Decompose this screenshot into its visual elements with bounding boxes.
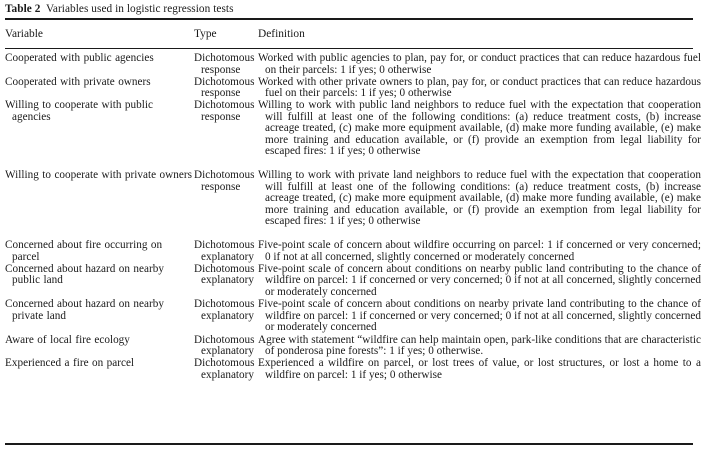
table-row bbox=[0, 264, 705, 300]
cell-definition: Willing to work with private land neighbors to reduce fuel with the expectation that cooperation will fulfill at least one of the following conditions: (a) reduce treatment costs, (b) increase acreage treated, (c) make more equipment available, (d) make more funding available, (e) make more training and education available, or (f) provide an exemption from legal liability for escaped fires: 1 if yes; 0 otherwise bbox=[258, 169, 701, 228]
cell-definition: Five-point scale of concern about wildfire occurring on parcel: 1 if concerned or very concerned; 0 if not at all concerned, slightly concerned or moderately concerned bbox=[258, 239, 701, 263]
table-rule-bottom bbox=[5, 443, 693, 445]
table-rule-top bbox=[5, 18, 693, 20]
cell-type: Dichotomous response bbox=[194, 99, 255, 123]
cell-variable: Concerned about hazard on nearby private land bbox=[5, 298, 164, 322]
cell-variable: Concerned about hazard on nearby public land bbox=[5, 262, 164, 287]
table-row bbox=[0, 358, 705, 382]
cell-variable: Cooperated with private owners bbox=[5, 75, 151, 88]
cell-definition: Worked with public agencies to plan, pay for, or conduct practices that can reduce hazardous fuel on their parcels: 1 if yes; 0 otherwise bbox=[258, 52, 701, 76]
table-caption-label: Table 2 bbox=[5, 3, 41, 15]
cell-variable: Experienced a fire on parcel bbox=[5, 357, 135, 369]
table-caption bbox=[5, 2, 695, 16]
table-caption-text bbox=[40, 3, 233, 15]
cell-type: Dichotomous response bbox=[194, 52, 255, 76]
table-caption-title: Variables used in logistic regression tests bbox=[45, 3, 234, 15]
table-row bbox=[0, 240, 705, 264]
cell-variable: Concerned about fire occurring on parcel bbox=[5, 239, 163, 263]
cell-type: Dichotomous explanatory bbox=[194, 357, 255, 381]
column-header-definition: Definition bbox=[258, 28, 305, 40]
table-row bbox=[0, 335, 705, 359]
table-row bbox=[0, 170, 705, 240]
cell-type: Dichotomous response bbox=[194, 169, 255, 193]
cell-definition: Experienced a wildfire on parcel, or lost trees of value, or lost structures, or lost a home to a wildfire on parcel: 1 if yes; 0 otherwise bbox=[258, 357, 701, 381]
cell-variable: Aware of local fire ecology bbox=[5, 333, 130, 346]
cell-definition: Worked with other private owners to plan, pay for, or conduct practices that can reduce hazardous fuel on their parcels: 1 if yes; 0 otherwise bbox=[258, 75, 701, 100]
cell-definition: Agree with statement “wildfire can help maintain open, park-like conditions that are characteristic of ponderosa pine forests”: 1 if yes; 0 otherwise. bbox=[258, 333, 701, 358]
cell-definition: Willing to work with public land neighbors to reduce fuel with the expectation that cooperation will fulfill at least one of the following conditions: (a) reduce treatment costs, (b) increase acreage treated, (c) make more equipment available, (d) make more funding available, (e) make more training and education available, or (f) provide an exemption from legal liability for escaped fires: 1 if yes; 0 otherwise bbox=[258, 99, 701, 158]
table-rule-header bbox=[5, 48, 693, 50]
cell-type: Dichotomous explanatory bbox=[194, 239, 255, 263]
table-row bbox=[0, 53, 705, 77]
cell-variable: Willing to cooperate with private owners bbox=[5, 169, 192, 181]
cell-variable: Willing to cooperate with public agencies bbox=[5, 99, 153, 123]
table-row bbox=[0, 100, 705, 170]
table-row bbox=[0, 77, 705, 101]
cell-type: Dichotomous explanatory bbox=[194, 262, 255, 287]
cell-type: Dichotomous explanatory bbox=[194, 333, 255, 358]
cell-definition: Five-point scale of concern about conditions on nearby public land contributing to the chance of wildfire on parcel: 1 if concerned or very concerned; 0 if not at all concerned, slightly concerned or moderately concerned bbox=[258, 262, 701, 298]
cell-definition: Five-point scale of concern about conditions on nearby private land contributing to the chance of wildfire on parcel: 1 if concerned or very concerned; 0 if not at all concerned, slightly concerned or moderately concerned bbox=[258, 298, 701, 334]
cell-type: Dichotomous explanatory bbox=[194, 298, 255, 322]
column-header-type: Type bbox=[194, 28, 217, 40]
table-header-row bbox=[0, 28, 705, 46]
cell-type: Dichotomous response bbox=[194, 75, 255, 100]
table-row bbox=[0, 299, 705, 335]
column-header-variable: Variable bbox=[5, 28, 43, 40]
cell-variable: Cooperated with public agencies bbox=[5, 52, 154, 64]
